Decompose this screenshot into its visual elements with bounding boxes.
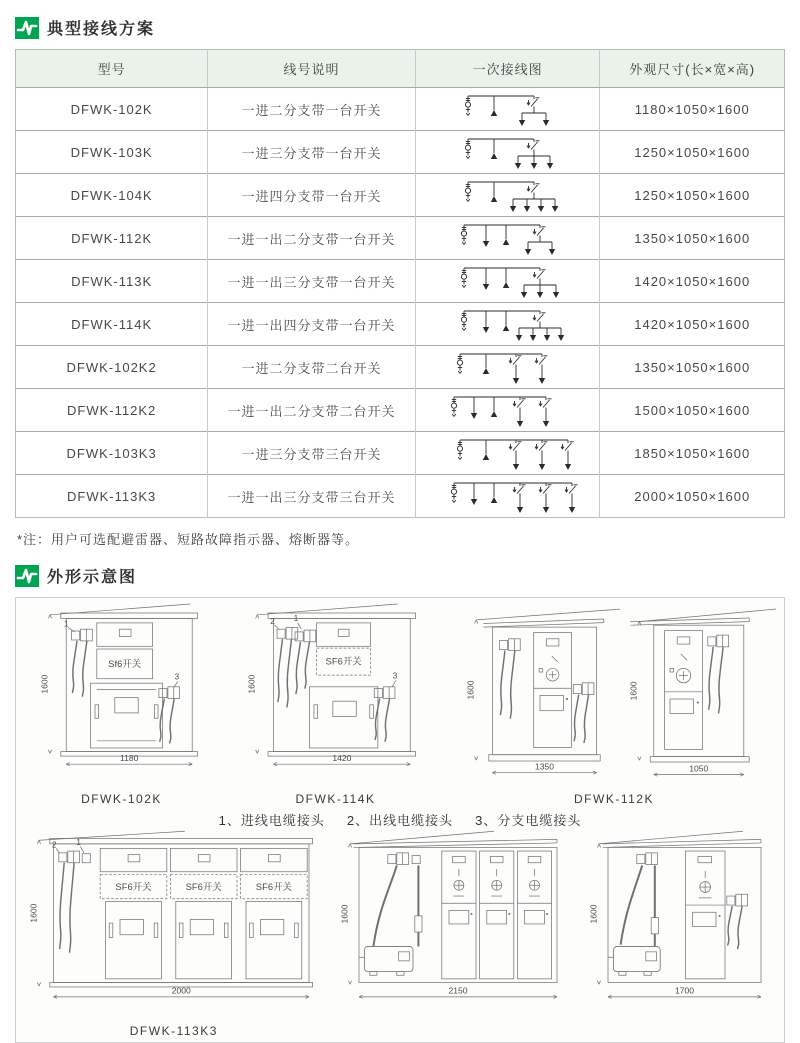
diagram-cell [415, 260, 600, 303]
model-cell: DFWK-112K2 [16, 389, 208, 432]
outline-figure [38, 604, 203, 806]
table-row [16, 432, 785, 475]
one-line-diagram [428, 132, 588, 172]
dimensions-cell: 1500×1050×1600 [600, 389, 785, 432]
table-row [16, 303, 785, 346]
description-cell: 一进一出三分支带三台开关 [208, 475, 416, 518]
cabinet-drawing-plantA [341, 831, 566, 1016]
table-row [16, 131, 785, 174]
drawing-model-label [341, 1024, 566, 1038]
description-cell: 一进二分支带一台开关 [208, 88, 416, 131]
column-header: 外观尺寸(长×宽×高) [600, 50, 785, 88]
one-line-diagram [428, 89, 588, 129]
outline-figure [590, 831, 770, 1038]
dimensions-cell: 1420×1050×1600 [600, 303, 785, 346]
dimensions-cell: 1350×1050×1600 [600, 217, 785, 260]
outline-figure [464, 609, 760, 806]
svg-text:2: 2 [269, 616, 275, 626]
table-row [16, 260, 785, 303]
dimensions-cell: 1420×1050×1600 [600, 260, 785, 303]
one-line-diagram [428, 390, 588, 430]
one-line-diagram [428, 304, 588, 344]
svg-text:1600: 1600 [588, 904, 599, 924]
cabinet-drawing-sideA [464, 609, 611, 789]
dimensions-cell: 1250×1050×1600 [600, 174, 785, 217]
svg-text:SF6开关: SF6开关 [325, 656, 362, 668]
drawing-model-label: DFWK-113K3 [129, 1024, 218, 1038]
section-title-wiring: 典型接线方案 [47, 21, 156, 38]
model-cell: DFWK-103K [16, 131, 208, 174]
legend-item: 1、进线电缆接头 [218, 813, 325, 828]
svg-text:2: 2 [51, 840, 57, 850]
description-cell: 一进一出三分支带一台开关 [208, 260, 416, 303]
cabinet-drawing-frontB [248, 604, 424, 784]
column-header: 型号 [16, 50, 208, 88]
outline-row-bottom [18, 831, 782, 1038]
cabinet-drawing-front3 [30, 831, 318, 1016]
diagram-cell [415, 217, 600, 260]
description-cell: 一进二分支带二台开关 [208, 346, 416, 389]
svg-text:1600: 1600 [28, 903, 39, 923]
dimensions-cell: 1180×1050×1600 [600, 88, 785, 131]
description-cell: 一进一出二分支带一台开关 [208, 217, 416, 260]
table-row [16, 217, 785, 260]
svg-text:2150: 2150 [448, 985, 468, 996]
one-line-diagram [428, 218, 588, 258]
svg-text:1: 1 [76, 837, 81, 847]
svg-text:1: 1 [63, 619, 68, 629]
drawing-model-label: DFWK-102K [81, 792, 162, 806]
model-cell: DFWK-114K [16, 303, 208, 346]
one-line-diagram [428, 433, 588, 473]
svg-text:1600: 1600 [339, 904, 350, 924]
model-cell: DFWK-102K2 [16, 346, 208, 389]
table-row [16, 88, 785, 131]
section-header-outline [15, 564, 785, 587]
svg-text:SF6开关: SF6开关 [255, 881, 292, 893]
svg-text:1600: 1600 [464, 680, 475, 700]
svg-text:3: 3 [174, 672, 179, 682]
svg-text:1420: 1420 [331, 753, 351, 764]
section-header-wiring [15, 16, 785, 39]
dimensions-cell: 1350×1050×1600 [600, 346, 785, 389]
dimensions-cell: 1250×1050×1600 [600, 131, 785, 174]
svg-text:1050: 1050 [688, 763, 708, 774]
diagram-cell [415, 346, 600, 389]
outline-figure [341, 831, 566, 1038]
description-cell: 一进一出二分支带二台开关 [208, 389, 416, 432]
description-cell: 一进三分支带三台开关 [208, 432, 416, 475]
table-row [16, 174, 785, 217]
one-line-diagram [428, 261, 588, 301]
dimensions-cell: 2000×1050×1600 [600, 475, 785, 518]
legend [18, 810, 782, 829]
model-cell: DFWK-103K3 [16, 432, 208, 475]
pair-drawings [464, 609, 760, 789]
diagram-cell [415, 475, 600, 518]
description-cell: 一进四分支带一台开关 [208, 174, 416, 217]
table-row [16, 475, 785, 518]
svg-text:1700: 1700 [675, 985, 695, 996]
drawing-model-label: DFWK-112K [574, 792, 654, 806]
column-header: 一次接线图 [415, 50, 600, 88]
pulse-bolt-icon [15, 17, 39, 39]
model-cell: DFWK-113K3 [16, 475, 208, 518]
diagram-cell [415, 389, 600, 432]
svg-text:2000: 2000 [171, 985, 191, 996]
model-cell: DFWK-102K [16, 88, 208, 131]
drawing-model-label [590, 1024, 770, 1038]
legend-item: 3、分支电缆接头 [475, 813, 582, 828]
model-cell: DFWK-104K [16, 174, 208, 217]
svg-text:1600: 1600 [628, 681, 639, 701]
svg-text:1600: 1600 [38, 674, 49, 694]
column-header: 线号说明 [208, 50, 416, 88]
svg-text:1350: 1350 [534, 761, 554, 772]
svg-text:1600: 1600 [246, 674, 257, 694]
svg-text:SF6开关: SF6开关 [185, 881, 222, 893]
drawing-model-label: DFWK-114K [295, 792, 376, 806]
outline-panel [15, 597, 785, 1043]
svg-text:SF6开关: SF6开关 [115, 881, 152, 893]
pulse-bolt-icon [15, 565, 39, 587]
outline-figure [30, 831, 318, 1038]
svg-text:1: 1 [293, 614, 298, 624]
svg-text:Sf6开关: Sf6开关 [107, 659, 141, 670]
one-line-diagram [428, 347, 588, 387]
section-title-outline: 外形示意图 [47, 569, 138, 586]
cabinet-drawing-plantB [590, 831, 770, 1016]
table-row [16, 346, 785, 389]
model-cell: DFWK-113K [16, 260, 208, 303]
table-row [16, 389, 785, 432]
description-cell: 一进三分支带一台开关 [208, 131, 416, 174]
table-header-row [16, 50, 785, 88]
outline-figure [248, 604, 424, 806]
diagram-cell [415, 131, 600, 174]
dimensions-cell: 1850×1050×1600 [600, 432, 785, 475]
wiring-spec-table [15, 49, 785, 518]
description-cell: 一进一出四分支带一台开关 [208, 303, 416, 346]
diagram-cell [415, 88, 600, 131]
outline-row-top [18, 604, 782, 806]
svg-text:1180: 1180 [119, 753, 138, 764]
diagram-cell [415, 174, 600, 217]
legend-item: 2、出线电缆接头 [346, 813, 454, 828]
model-cell: DFWK-112K [16, 217, 208, 260]
cabinet-drawing-sideB [625, 609, 760, 789]
diagram-cell [415, 303, 600, 346]
diagram-cell [415, 432, 600, 475]
one-line-diagram [428, 175, 588, 215]
table-footnote: *注：用户可选配避雷器、短路故障指示器、熔断器等。 [17, 532, 360, 547]
svg-text:3: 3 [392, 671, 397, 681]
cabinet-drawing-frontA [38, 604, 203, 784]
one-line-diagram [428, 476, 588, 516]
